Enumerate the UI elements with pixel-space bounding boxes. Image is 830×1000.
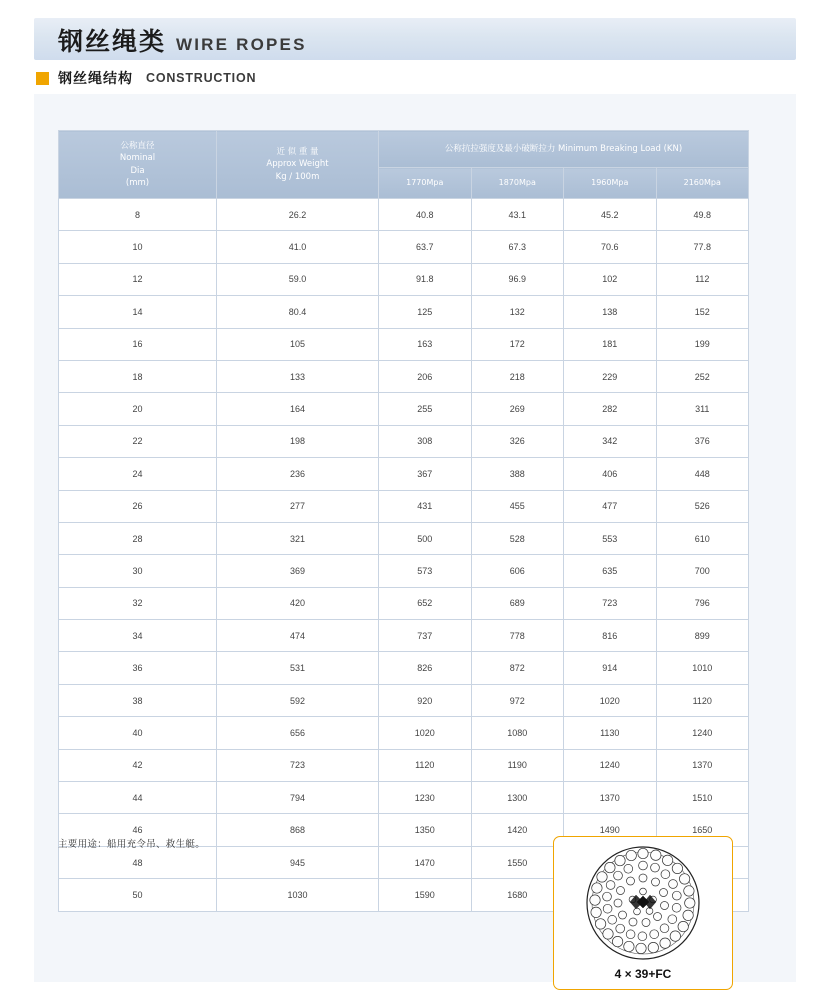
table-row: [59, 393, 749, 425]
header-nominal-dia-en1: Nominal: [119, 153, 156, 164]
cell-approx-weight: 80.4: [217, 296, 379, 328]
cell-nominal-dia: 50: [59, 879, 217, 911]
footnote: 主要用途：船用充令吊、救生艇。: [58, 839, 206, 850]
cell-approx-weight: 592: [217, 684, 379, 716]
cell-mbl-1770Mpa: 255: [379, 393, 472, 425]
cell-approx-weight: 26.2: [217, 199, 379, 231]
cell-nominal-dia: 10: [59, 231, 217, 263]
cell-mbl-1960Mpa: 181: [564, 328, 657, 360]
header-mbl-1960: 1960Mpa: [564, 168, 657, 199]
cell-mbl-1960Mpa: 553: [564, 522, 657, 554]
table-row: [59, 749, 749, 781]
table-row: [59, 231, 749, 263]
cell-approx-weight: 945: [217, 846, 379, 878]
section-heading: [36, 68, 256, 88]
cell-mbl-2160Mpa: 376: [656, 425, 749, 457]
cell-mbl-1960Mpa: 723: [564, 587, 657, 619]
cell-mbl-1770Mpa: 308: [379, 425, 472, 457]
cell-nominal-dia: 24: [59, 458, 217, 490]
table-row: [59, 360, 749, 392]
cell-mbl-1960Mpa: 1020: [564, 684, 657, 716]
cell-mbl-1960Mpa: 342: [564, 425, 657, 457]
header-nominal-dia-en2: Dia: [130, 165, 145, 176]
table-row: [59, 328, 749, 360]
cell-mbl-2160Mpa: 1650: [656, 814, 749, 846]
cell-mbl-1770Mpa: 1350: [379, 814, 472, 846]
header-nominal-dia-unit: (mm): [125, 177, 150, 188]
cell-mbl-1870Mpa: 972: [471, 684, 564, 716]
cell-mbl-2160Mpa: 199: [656, 328, 749, 360]
cell-nominal-dia: 30: [59, 555, 217, 587]
table-row: [59, 620, 749, 652]
table-row: [59, 490, 749, 522]
header-mbl-1870: 1870Mpa: [471, 168, 564, 199]
cell-mbl-1770Mpa: 737: [379, 620, 472, 652]
cell-mbl-2160Mpa: 112: [656, 263, 749, 295]
figure-caption: 4 × 39+FC: [614, 967, 672, 981]
cell-mbl-2160Mpa: 899: [656, 620, 749, 652]
cell-mbl-1770Mpa: 206: [379, 360, 472, 392]
cell-mbl-2160Mpa: 252: [656, 360, 749, 392]
cell-nominal-dia: 46: [59, 814, 217, 846]
table-row: [59, 263, 749, 295]
cell-mbl-2160Mpa: 311: [656, 393, 749, 425]
cell-approx-weight: 164: [217, 393, 379, 425]
cell-mbl-1870Mpa: 388: [471, 458, 564, 490]
table-row: [59, 522, 749, 554]
cell-mbl-1870Mpa: 132: [471, 296, 564, 328]
table-row: [59, 425, 749, 457]
cell-nominal-dia: 38: [59, 684, 217, 716]
cell-mbl-1770Mpa: 1230: [379, 782, 472, 814]
table-row: [59, 684, 749, 716]
cell-mbl-1870Mpa: 1680: [471, 879, 564, 911]
cell-mbl-1870Mpa: 43.1: [471, 199, 564, 231]
cell-mbl-1770Mpa: 920: [379, 684, 472, 716]
cell-mbl-1960Mpa: 1490: [564, 814, 657, 846]
cell-mbl-1960Mpa: 45.2: [564, 199, 657, 231]
spec-table: [58, 130, 749, 912]
cell-mbl-2160Mpa: 700: [656, 555, 749, 587]
cell-approx-weight: 1030: [217, 879, 379, 911]
cell-mbl-1960Mpa: 406: [564, 458, 657, 490]
construction-figure: [553, 836, 733, 990]
cell-mbl-2160Mpa: 796: [656, 587, 749, 619]
header-approx-weight: [217, 131, 379, 199]
cell-approx-weight: 369: [217, 555, 379, 587]
header-mbl-2160: 2160Mpa: [656, 168, 749, 199]
cell-nominal-dia: 48: [59, 846, 217, 878]
spec-table-container: [58, 130, 748, 912]
cell-nominal-dia: 36: [59, 652, 217, 684]
section-title-en: CONSTRUCTION: [146, 71, 257, 85]
cell-mbl-1870Mpa: 172: [471, 328, 564, 360]
header-mbl-1770: 1770Mpa: [379, 168, 472, 199]
cell-mbl-1960Mpa: 477: [564, 490, 657, 522]
cell-mbl-1770Mpa: 573: [379, 555, 472, 587]
cell-approx-weight: 105: [217, 328, 379, 360]
cell-mbl-1870Mpa: 778: [471, 620, 564, 652]
cell-mbl-2160Mpa: 1010: [656, 652, 749, 684]
cell-nominal-dia: 26: [59, 490, 217, 522]
cell-approx-weight: 531: [217, 652, 379, 684]
square-marker-icon: [36, 72, 49, 85]
page-title: [58, 22, 307, 58]
cell-approx-weight: 133: [217, 360, 379, 392]
cell-nominal-dia: 28: [59, 522, 217, 554]
cell-mbl-1770Mpa: 367: [379, 458, 472, 490]
cell-mbl-1960Mpa: 1240: [564, 749, 657, 781]
cell-mbl-1960Mpa: 1130: [564, 717, 657, 749]
cell-approx-weight: 474: [217, 620, 379, 652]
cell-mbl-2160Mpa: 152: [656, 296, 749, 328]
table-body: [59, 199, 749, 912]
cell-mbl-2160Mpa: 1120: [656, 684, 749, 716]
cell-mbl-1770Mpa: 500: [379, 522, 472, 554]
cell-approx-weight: 236: [217, 458, 379, 490]
cell-mbl-1960Mpa: 635: [564, 555, 657, 587]
cell-mbl-1870Mpa: 1080: [471, 717, 564, 749]
cell-approx-weight: 321: [217, 522, 379, 554]
table-row: [59, 199, 749, 231]
cell-mbl-1960Mpa: 1370: [564, 782, 657, 814]
cell-mbl-2160Mpa: 77.8: [656, 231, 749, 263]
cell-mbl-1870Mpa: 455: [471, 490, 564, 522]
cell-approx-weight: 794: [217, 782, 379, 814]
cell-nominal-dia: 32: [59, 587, 217, 619]
header-approx-weight-en2: Kg / 100m: [275, 171, 320, 182]
cell-mbl-1770Mpa: 1590: [379, 879, 472, 911]
table-row: [59, 296, 749, 328]
cell-mbl-1870Mpa: 606: [471, 555, 564, 587]
cell-nominal-dia: 12: [59, 263, 217, 295]
cell-approx-weight: 723: [217, 749, 379, 781]
page-title-en: WIRE ROPES: [176, 35, 307, 54]
cell-mbl-1870Mpa: 218: [471, 360, 564, 392]
table-row: [59, 652, 749, 684]
cell-approx-weight: 656: [217, 717, 379, 749]
cell-nominal-dia: 8: [59, 199, 217, 231]
cell-nominal-dia: 34: [59, 620, 217, 652]
cell-mbl-1770Mpa: 431: [379, 490, 472, 522]
cell-mbl-1870Mpa: 326: [471, 425, 564, 457]
cell-approx-weight: 277: [217, 490, 379, 522]
cell-mbl-1870Mpa: 1550: [471, 846, 564, 878]
header-mbl-group: 公称抗拉强度及最小破断拉力 Minimum Breaking Load (KN): [379, 131, 749, 168]
table-row: [59, 458, 749, 490]
cell-mbl-1870Mpa: 67.3: [471, 231, 564, 263]
cell-mbl-2160Mpa: 448: [656, 458, 749, 490]
cell-mbl-1770Mpa: 125: [379, 296, 472, 328]
header-approx-weight-cn: 近 似 重 量: [276, 147, 319, 158]
page-title-cn: 钢丝绳类: [58, 27, 167, 56]
cell-mbl-1960Mpa: 282: [564, 393, 657, 425]
wire-rope-cross-section-icon: [585, 845, 701, 961]
cell-approx-weight: 420: [217, 587, 379, 619]
cell-mbl-1770Mpa: 826: [379, 652, 472, 684]
cell-mbl-1770Mpa: 1020: [379, 717, 472, 749]
cell-mbl-1770Mpa: 652: [379, 587, 472, 619]
table-row: [59, 555, 749, 587]
cell-mbl-1870Mpa: 1300: [471, 782, 564, 814]
cell-nominal-dia: 16: [59, 328, 217, 360]
cell-nominal-dia: 44: [59, 782, 217, 814]
cell-approx-weight: 41.0: [217, 231, 379, 263]
cell-mbl-1870Mpa: 528: [471, 522, 564, 554]
header-approx-weight-en1: Approx Weight: [266, 159, 329, 170]
cell-mbl-1960Mpa: 138: [564, 296, 657, 328]
cell-mbl-2160Mpa: 49.8: [656, 199, 749, 231]
cell-mbl-1960Mpa: 914: [564, 652, 657, 684]
cell-mbl-1870Mpa: 269: [471, 393, 564, 425]
cell-mbl-1770Mpa: 1120: [379, 749, 472, 781]
cell-mbl-2160Mpa: 1240: [656, 717, 749, 749]
table-row: [59, 587, 749, 619]
cell-mbl-1770Mpa: 91.8: [379, 263, 472, 295]
cell-mbl-1770Mpa: 163: [379, 328, 472, 360]
cell-mbl-1870Mpa: 1190: [471, 749, 564, 781]
cell-mbl-1870Mpa: 872: [471, 652, 564, 684]
cell-mbl-2160Mpa: 1510: [656, 782, 749, 814]
cell-mbl-1770Mpa: 40.8: [379, 199, 472, 231]
cell-nominal-dia: 40: [59, 717, 217, 749]
cell-mbl-1960Mpa: 229: [564, 360, 657, 392]
cell-mbl-2160Mpa: 610: [656, 522, 749, 554]
header-nominal-dia-cn: 公称直径: [120, 140, 155, 151]
cell-mbl-1870Mpa: 689: [471, 587, 564, 619]
cell-mbl-1870Mpa: 1420: [471, 814, 564, 846]
cell-mbl-1770Mpa: 1470: [379, 846, 472, 878]
cell-mbl-1960Mpa: 816: [564, 620, 657, 652]
cell-nominal-dia: 20: [59, 393, 217, 425]
cell-approx-weight: 59.0: [217, 263, 379, 295]
cell-mbl-1870Mpa: 96.9: [471, 263, 564, 295]
section-title-cn: 钢丝绳结构: [58, 71, 133, 87]
cell-approx-weight: 868: [217, 814, 379, 846]
table-row: [59, 717, 749, 749]
cell-nominal-dia: 22: [59, 425, 217, 457]
cell-mbl-2160Mpa: 526: [656, 490, 749, 522]
table-header: [59, 131, 749, 199]
cell-approx-weight: 198: [217, 425, 379, 457]
cell-nominal-dia: 42: [59, 749, 217, 781]
cell-nominal-dia: 14: [59, 296, 217, 328]
cell-mbl-1960Mpa: 102: [564, 263, 657, 295]
cell-mbl-1960Mpa: 70.6: [564, 231, 657, 263]
header-nominal-dia: [59, 131, 217, 199]
cell-mbl-2160Mpa: 1370: [656, 749, 749, 781]
cell-mbl-1770Mpa: 63.7: [379, 231, 472, 263]
table-row: [59, 782, 749, 814]
cell-nominal-dia: 18: [59, 360, 217, 392]
